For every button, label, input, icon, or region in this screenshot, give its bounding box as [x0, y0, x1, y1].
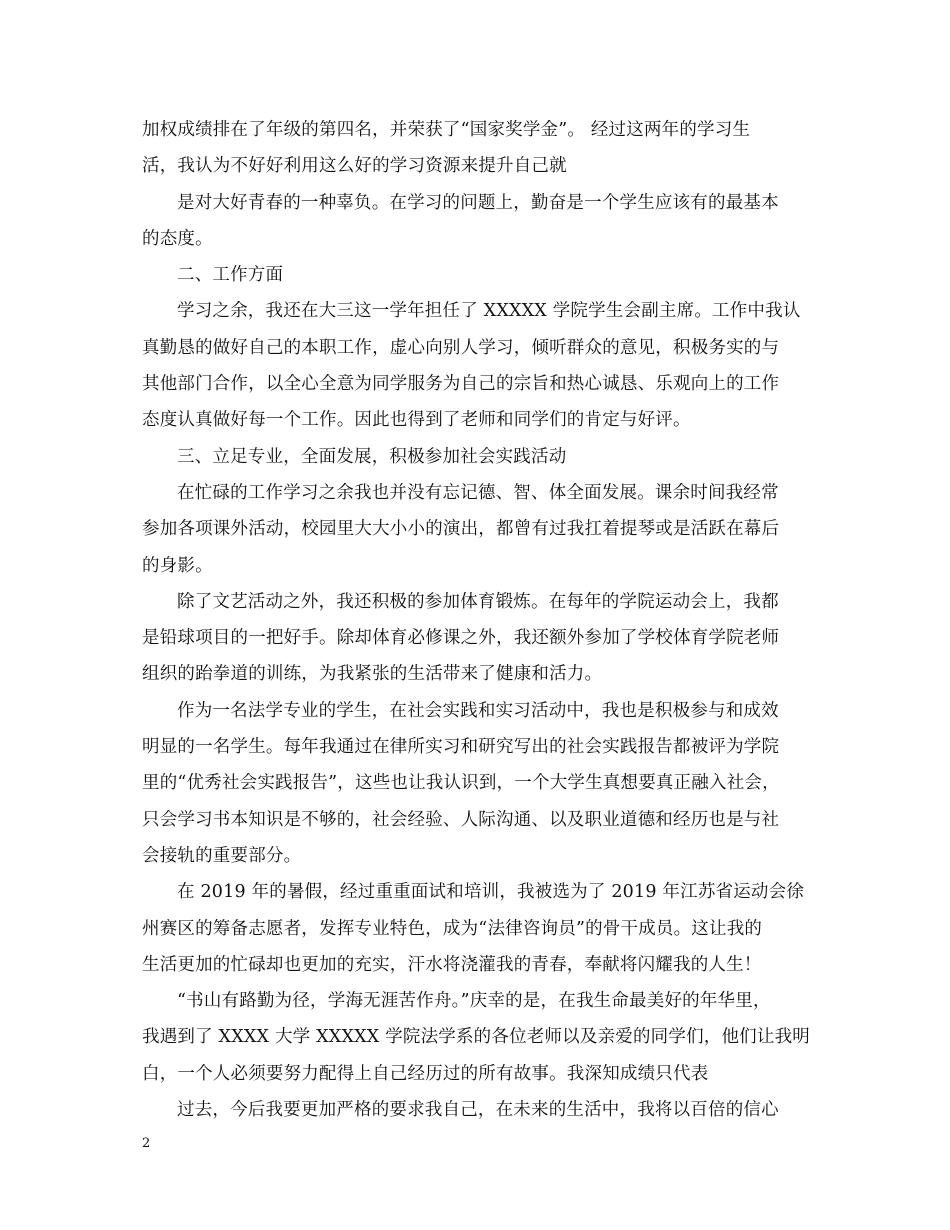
text-line: 白，一个人必须要努力配得上自己经历过的所有故事。我深知成绩只代表	[142, 1063, 709, 1084]
text-line: 加权成绩排在了年级的第四名，并荣获了“国家奖学金”。 经过这两年的学习生	[142, 120, 751, 140]
text-line: 只会学习书本知识是不够的，社会经验、人际沟通、以及职业道德和经历也是与社	[142, 809, 780, 830]
text-line: 其他部门合作，以全心全意为同学服务为自己的宗旨和热心诚恳、乐观向上的工作	[142, 374, 780, 395]
text-line: 里的“优秀社会实践报告”，这些也让我认识到，一个大学生真想要真正融入社会，	[142, 773, 780, 794]
text-line: 州赛区的筹备志愿者，发挥专业特色，成为“法律咨询员”的骨干成员。这让我的	[142, 918, 763, 939]
text-line: 真勤恳的做好自己的本职工作，虚心向别人学习，倾听群众的意见，积极务实的与	[142, 337, 780, 358]
text-line: 二、工作方面	[177, 265, 284, 286]
text-line: 的态度。	[142, 228, 213, 249]
page-number: 2	[142, 1136, 151, 1151]
text-line: 态度认真做好每一个工作。因此也得到了老师和同学们的肯定与好评。	[142, 410, 691, 431]
text-line: 作为一名法学专业的学生，在社会实践和实习活动中，我也是积极参与和成效	[177, 700, 779, 721]
document-body	[142, 112, 822, 1128]
text-line: “书山有路勤为径，学海无涯苦作舟。”庆幸的是，在我生命最美好的年华里，	[177, 991, 771, 1012]
text-line: 在 2019 年的暑假，经过重重面试和培训，我被选为了 2019 年江苏省运动会徐	[177, 882, 805, 903]
text-line: 会接轨的重要部分。	[142, 845, 302, 866]
text-line: 是铅球项目的一把好手。除却体育必修课之外，我还额外参加了学校体育学院老师	[142, 628, 780, 649]
text-line: 我遇到了 XXXX 大学 XXXXX 学院法学系的各位老师以及亲爱的同学们，他们让我明	[142, 1027, 810, 1048]
text-line: 学习之余，我还在大三这一学年担任了 XXXXX 学院学生会副主席。工作中我认	[177, 301, 801, 322]
text-line: 是对大好青春的一种辜负。在学习的问题上，勤奋是一个学生应该有的最基本	[177, 192, 779, 213]
text-line: 参加各项课外活动，校园里大大小小的演出，都曾有过我扛着提琴或是活跃在幕后	[142, 519, 780, 540]
text-line: 三、立足专业，全面发展，积极参加社会实践活动	[177, 446, 567, 467]
text-line: 活，我认为不好好利用这么好的学习资源来提升自己就	[142, 156, 567, 177]
text-line: 过去，今后我要更加严格的要求我自己，在未来的生活中，我将以百倍的信心	[177, 1100, 779, 1121]
text-line: 除了文艺活动之外，我还积极的参加体育锻炼。在每年的学院运动会上，我都	[177, 591, 779, 612]
text-line: 生活更加的忙碌却也更加的充实，汗水将浇灌我的青春，奉献将闪耀我的人生！	[142, 954, 762, 975]
text-line: 在忙碌的工作学习之余我也并没有忘记德、智、体全面发展。课余时间我经常	[177, 482, 779, 503]
text-line: 明显的一名学生。每年我通过在律所实习和研究写出的社会实践报告都被评为学院	[142, 737, 780, 758]
text-line: 的身影。	[142, 555, 213, 576]
text-line: 组织的跆拳道的训练，为我紧张的生活带来了健康和活力。	[142, 664, 603, 685]
